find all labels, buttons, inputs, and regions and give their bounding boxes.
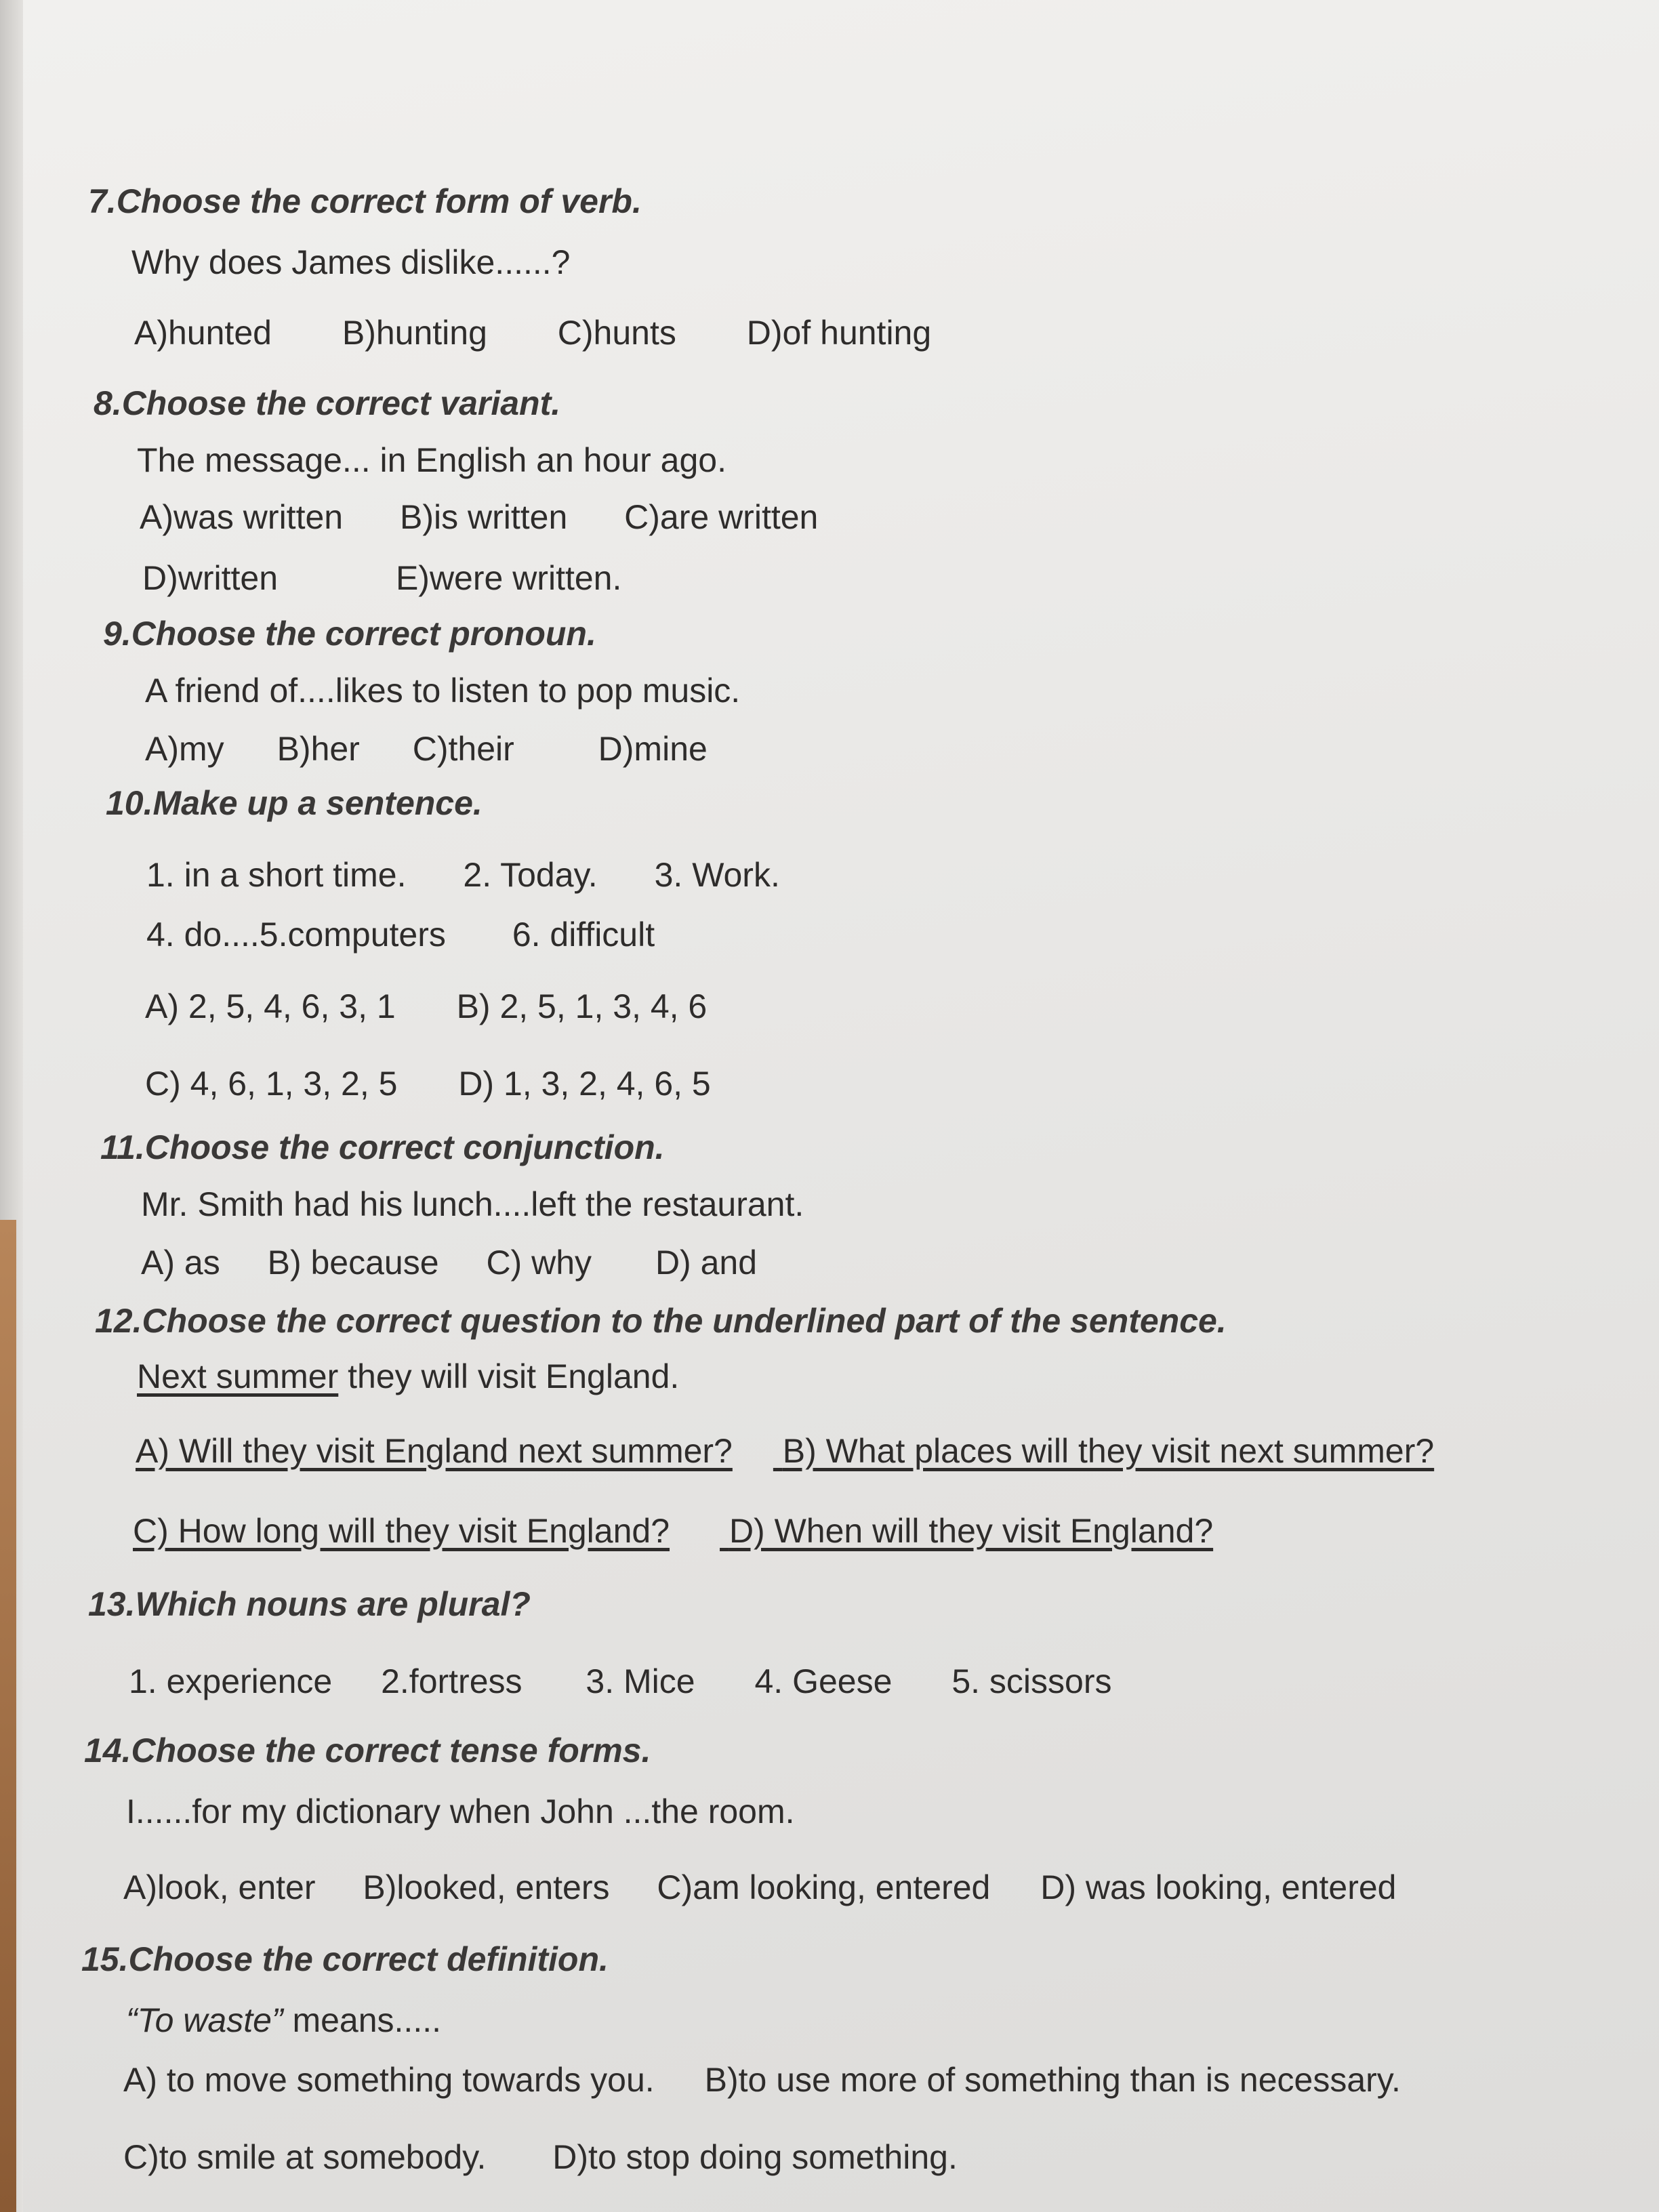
q8-prompt: The message... in English an hour ago. xyxy=(137,441,726,479)
q11-option-d[interactable]: D) and xyxy=(655,1244,758,1282)
q8-option-b[interactable]: B)is written xyxy=(399,498,568,536)
q10-option-c[interactable]: C) 4, 6, 1, 3, 2, 5 xyxy=(145,1065,398,1103)
q7-title: 7.Choose the correct form of verb. xyxy=(88,182,642,220)
q13-title: 13.Which nouns are plural? xyxy=(88,1585,531,1623)
q14-prompt: I......for my dictionary when John ...the room. xyxy=(126,1793,795,1830)
q15-prompt-rest: means..... xyxy=(283,2001,442,2039)
q8-option-d[interactable]: D)written xyxy=(142,559,279,597)
q10-parts-row1 xyxy=(146,855,780,895)
q10-part-6: 6. difficult xyxy=(512,916,655,954)
q7-prompt: Why does James dislike......? xyxy=(131,243,571,281)
q15-title: 15.Choose the correct definition. xyxy=(81,1940,609,1978)
q15-quoted-term: “To waste” xyxy=(126,2001,283,2039)
q15-option-c[interactable]: C)to smile at somebody. xyxy=(123,2138,487,2176)
q9-options xyxy=(145,729,708,769)
q7-option-d[interactable]: D)of hunting xyxy=(746,314,932,352)
q9-option-c[interactable]: C)their xyxy=(412,730,514,768)
q10-option-d[interactable]: D) 1, 3, 2, 4, 6, 5 xyxy=(458,1065,711,1103)
q15-option-a[interactable]: A) to move something towards you. xyxy=(123,2061,655,2099)
q12-title: 12.Choose the correct question to the underlined part of the sentence. xyxy=(95,1302,1227,1340)
q12-option-d[interactable]: D) When will they visit England? xyxy=(729,1512,1214,1550)
q10-part-3: 3. Work. xyxy=(654,856,780,894)
q12-options-row2 xyxy=(133,1511,1213,1551)
q8-option-e[interactable]: E)were written. xyxy=(395,559,622,597)
q9-option-b[interactable]: B)her xyxy=(276,730,360,768)
q10-part-2: 2. Today. xyxy=(463,856,598,894)
q11-options xyxy=(141,1243,757,1282)
q15-options-row2 xyxy=(123,2137,958,2177)
q11-option-c[interactable]: C) why xyxy=(486,1244,592,1282)
q8-option-a[interactable]: A)was written xyxy=(140,498,344,536)
q13-option-3[interactable]: 3. Mice xyxy=(586,1662,695,1700)
q7-options xyxy=(134,313,931,352)
q10-options-row1 xyxy=(145,987,707,1026)
q7-option-a[interactable]: A)hunted xyxy=(134,314,272,352)
q13-option-5[interactable]: 5. scissors xyxy=(951,1662,1112,1700)
q13-options xyxy=(129,1662,1111,1701)
q15-prompt xyxy=(126,2001,441,2040)
q15-option-d[interactable]: D)to stop doing something. xyxy=(552,2138,958,2176)
q8-options-row2 xyxy=(142,558,621,598)
q8-title: 8.Choose the correct variant. xyxy=(94,384,561,422)
q12-underlined-part: Next summer xyxy=(137,1357,339,1395)
q14-option-d[interactable]: D) was looking, entered xyxy=(1040,1868,1397,1906)
q12-option-b[interactable]: B) What places will they visit next summer? xyxy=(782,1432,1435,1470)
q8-option-c[interactable]: C)are written xyxy=(624,498,819,536)
q15-options-row1 xyxy=(123,2060,1401,2100)
table-edge xyxy=(0,1220,16,2212)
q11-title: 11.Choose the correct conjunction. xyxy=(100,1128,665,1166)
q10-title: 10.Make up a sentence. xyxy=(106,784,483,822)
q10-part-1: 1. in a short time. xyxy=(146,856,407,894)
q12-option-a[interactable]: A) Will they visit England next summer? xyxy=(136,1432,733,1470)
q13-option-2[interactable]: 2.fortress xyxy=(381,1662,523,1700)
q13-option-4[interactable]: 4. Geese xyxy=(754,1662,893,1700)
q7-option-b[interactable]: B)hunting xyxy=(342,314,487,352)
q14-option-a[interactable]: A)look, enter xyxy=(123,1868,316,1906)
q10-parts-row2 xyxy=(146,915,655,954)
q7-option-c[interactable]: C)hunts xyxy=(557,314,676,352)
q10-part-4-5: 4. do....5.computers xyxy=(146,916,446,954)
q11-option-a[interactable]: A) as xyxy=(141,1244,220,1282)
q11-option-b[interactable]: B) because xyxy=(267,1244,439,1282)
q12-prompt-rest: they will visit England. xyxy=(338,1357,680,1395)
q9-option-d[interactable]: D)mine xyxy=(598,730,708,768)
q14-options xyxy=(123,1868,1397,1907)
q10-options-row2 xyxy=(145,1064,711,1103)
q12-prompt xyxy=(137,1357,679,1396)
q10-option-b[interactable]: B) 2, 5, 1, 3, 4, 6 xyxy=(456,987,708,1025)
q13-option-1[interactable]: 1. experience xyxy=(129,1662,333,1700)
q12-option-c[interactable]: C) How long will they visit England? xyxy=(133,1512,670,1550)
q14-option-b[interactable]: B)looked, enters xyxy=(363,1868,610,1906)
q15-option-b[interactable]: B)to use more of something than is necessary. xyxy=(704,2061,1401,2099)
q11-prompt: Mr. Smith had his lunch....left the restaurant. xyxy=(141,1185,804,1223)
q14-option-c[interactable]: C)am looking, entered xyxy=(657,1868,991,1906)
q10-option-a[interactable]: A) 2, 5, 4, 6, 3, 1 xyxy=(145,987,396,1025)
q9-title: 9.Choose the correct pronoun. xyxy=(103,615,596,653)
q9-prompt: A friend of....likes to listen to pop music. xyxy=(145,672,741,710)
q14-title: 14.Choose the correct tense forms. xyxy=(84,1732,651,1769)
q8-options-row1 xyxy=(140,497,818,537)
q12-options-row1 xyxy=(136,1431,1434,1471)
q9-option-a[interactable]: A)my xyxy=(145,730,224,768)
